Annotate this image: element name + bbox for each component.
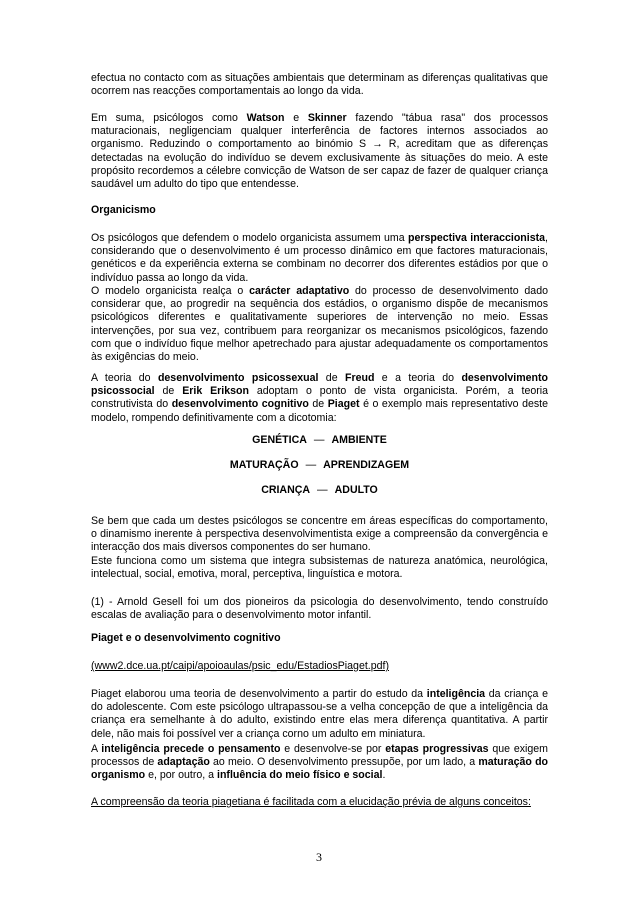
page-number: 3	[316, 850, 322, 864]
bold-term: influência do meio físico e social	[217, 769, 383, 782]
dichotomy-line	[91, 484, 548, 497]
paragraph-concepts-intro: A compreensão da teoria piagetiana é facilitada com a elucidação prévia de alguns conceitos:	[91, 796, 531, 808]
bold-term: etapas progressivas	[385, 743, 489, 755]
bold-term: adaptação	[157, 756, 210, 769]
bold-term: maturação do organismo	[91, 756, 549, 782]
paragraph-freud-erikson-piaget: A teoria do desenvolvimento psicossexual de Freud e a teoria do desenvolvimento psicossocial de Erik Erikson adoptam o ponto de vista organicista. Porém, a teoria construtivista do desenvolvimento cognitivo de Piaget é o exemplo mais representativo deste modelo, rompendo definitivamente com a dicotomia:	[91, 372, 549, 424]
footnote-gesell: (1) - Arnold Gesell foi um dos pioneiros da psicologia do desenvolvimento, tendo construído escalas de avaliação para o desenvolvimento motor infantil.	[91, 596, 548, 622]
dichotomy-right: APRENDIZAGEM	[323, 459, 410, 471]
dichotomy-line	[91, 459, 548, 472]
dichotomy-dash: —	[317, 484, 328, 496]
bold-term: Piaget	[327, 398, 360, 411]
bold-term: desenvolvimento psicossocial	[91, 372, 548, 398]
bold-term: Erik Erikson	[182, 385, 249, 398]
dichotomy-right: ADULTO	[334, 484, 378, 496]
paragraph-convergence: Se bem que cada um destes psicólogos se concentre em áreas específicas do comportamento, o dinamismo inerente à perspectiva desenvolvimentista exige a compreensão da convergência e interacção dos mais diversos componentes do ser humano.	[91, 515, 548, 554]
paragraph-behaviourism-summary: Em suma, psicólogos como Watson e Skinner fazendo "tábua rasa" dos processos maturacionais, negligenciam qualquer interferência de factores internos associados ao organismo. Reduzindo o comportamento ao binómio S → R, acreditam que as diferenças detectadas na evolução do indivíduo se devem exclusivamente às situações do meio. A este propósito recordemos a célebre convicção de Watson de ser capaz de fazer de qualquer criança saudável um adulto do tipo que entendesse.	[91, 112, 548, 191]
paragraph-piaget-intelligence: Piaget elaborou uma teoria de desenvolvimento a partir do estudo da inteligência da criança e do adolescente. Com este psicólogo ultrapassou-se a velha concepção de que a inteligência da criança era semelhante à do adulto, existindo entre elas mera diferença quantitativa. A partir dele, não mais foi possível ver a criança corno um adulto em miniatura.	[91, 688, 548, 740]
dichotomy-dash: —	[313, 434, 325, 446]
dichotomy-right: AMBIENTE	[331, 434, 387, 446]
dichotomy-left: MATURAÇÃO	[229, 459, 299, 471]
bold-term: desenvolvimento psicossexual	[157, 372, 319, 384]
bold-term: Skinner	[307, 112, 347, 124]
paragraph-adaptive-character: O modelo organicista realça o carácter adaptativo do processo de desenvolvimento dado considerar que, ao progredir na sequência dos estádios, o organismo dispõe de mecanismos psicológicos diferentes e qualitativamente superiores de intervenção no meio. Essas intervenções, por sua vez, contribuem para reorganizar os mecanismos psicológicos, fazendo com que o indivíduo fique melhor apetrechado para ajustar adequadamente os comportamentos às exigências do meio.	[91, 285, 548, 364]
bold-term: perspectiva interaccionista	[408, 232, 546, 244]
dichotomy-left: GENÉTICA	[252, 434, 307, 446]
dichotomy-dash: —	[305, 459, 317, 471]
paragraph-system: Este funciona como um sistema que integra subsistemas de natureza anatómica, neurológica, intelectual, social, emotiva, moral, perceptiva, linguística e motora.	[91, 555, 548, 581]
bold-term: desenvolvimento cognitivo	[171, 398, 309, 411]
bold-term: carácter adaptativo	[249, 285, 350, 297]
bold-term: Watson	[246, 112, 285, 124]
heading-piaget: Piaget e o desenvolvimento cognitivo	[91, 632, 281, 644]
paragraph-organicist-model: Os psicólogos que defendem o modelo organicista assumem uma perspectiva interaccionista, considerando que o desenvolvimento é um processo dinâmico em que factores maturacionais, genéticos e da experiência externa se combinam no decorrer dos diferentes estádios por que o indivíduo passa ao longo da vida.	[91, 232, 548, 284]
dichotomy-left: CRIANÇA	[261, 484, 311, 496]
paragraph-intelligence-stages: A inteligência precede o pensamento e desenvolve-se por etapas progressivas que exigem processos de adaptação ao meio. O desenvolvimento pressupõe, por um lado, a maturação do organismo e, por outro, a influência do meio físico e social.	[91, 743, 549, 782]
reference-link[interactable]: (www2.dce.ua.pt/caipi/apoioaulas/psic_edu/EstadiosPiaget.pdf)	[91, 660, 389, 672]
paragraph-intro: efectua no contacto com as situações ambientais que determinam as diferenças qualitativas que ocorrem nas reacções comportamentais ao longo da vida.	[91, 72, 548, 98]
bold-term: Freud	[344, 372, 375, 384]
bold-term: inteligência precede o pensamento	[101, 743, 281, 755]
bold-term: inteligência	[426, 688, 486, 700]
dichotomy-line	[91, 434, 548, 447]
heading-organicismo: Organicismo	[91, 204, 156, 216]
